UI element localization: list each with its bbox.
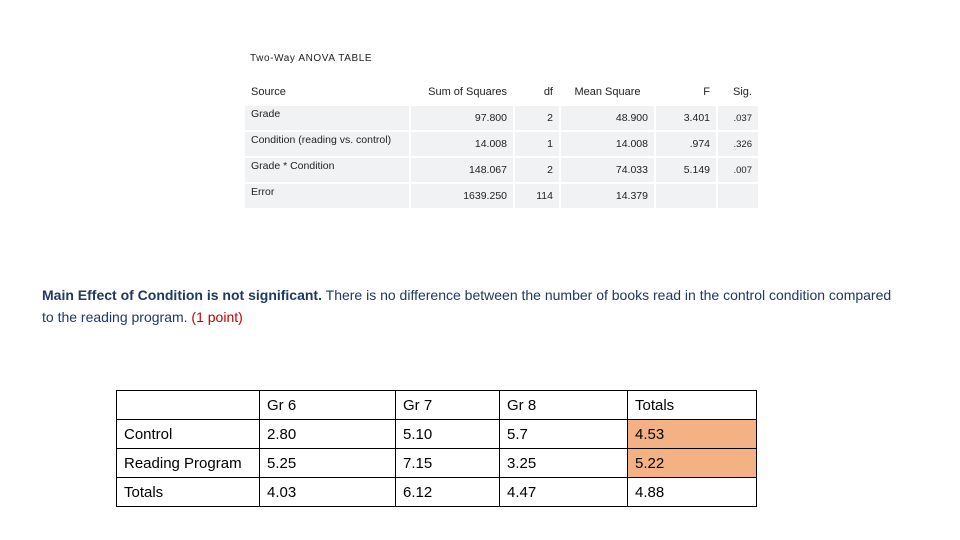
means-row-control xyxy=(117,420,757,449)
means-header-cell: Totals xyxy=(628,391,757,420)
f-cell: 3.401 xyxy=(656,106,716,130)
sig-cell: .007 xyxy=(718,158,758,182)
header-sum-of-squares: Sum of Squares xyxy=(411,80,513,104)
means-row-reading-program xyxy=(117,449,757,478)
anova-header-row xyxy=(245,80,758,104)
header-sig: Sig. xyxy=(718,80,758,104)
anova-row-grade xyxy=(245,106,758,130)
f-cell: 5.149 xyxy=(656,158,716,182)
anova-table xyxy=(243,78,760,210)
means-header-cell: Gr 8 xyxy=(500,391,628,420)
source-cell: Condition (reading vs. control) xyxy=(245,132,409,156)
f-cell xyxy=(656,184,716,208)
interpretation-note xyxy=(42,284,902,328)
anova-row-interaction xyxy=(245,158,758,182)
df-cell: 1 xyxy=(515,132,559,156)
row-total-cell: 4.53 xyxy=(628,420,757,449)
sig-cell xyxy=(718,184,758,208)
mean-cell: 7.15 xyxy=(396,449,500,478)
row-label-cell: Reading Program xyxy=(117,449,260,478)
source-cell: Error xyxy=(245,184,409,208)
f-cell: .974 xyxy=(656,132,716,156)
header-source: Source xyxy=(245,80,409,104)
ms-cell: 48.900 xyxy=(561,106,654,130)
means-table xyxy=(116,390,757,507)
means-row-totals xyxy=(117,478,757,507)
df-cell: 114 xyxy=(515,184,559,208)
mean-cell: 2.80 xyxy=(260,420,396,449)
source-cell: Grade xyxy=(245,106,409,130)
ms-cell: 14.379 xyxy=(561,184,654,208)
df-cell: 2 xyxy=(515,158,559,182)
means-header-cell: Gr 6 xyxy=(260,391,396,420)
anova-row-error xyxy=(245,184,758,208)
mean-cell: 5.7 xyxy=(500,420,628,449)
ms-cell: 74.033 xyxy=(561,158,654,182)
mean-cell: 3.25 xyxy=(500,449,628,478)
row-total-cell: 5.22 xyxy=(628,449,757,478)
column-total-cell: 4.03 xyxy=(260,478,396,507)
ms-cell: 14.008 xyxy=(561,132,654,156)
sig-cell: .326 xyxy=(718,132,758,156)
ss-cell: 14.008 xyxy=(411,132,513,156)
column-total-cell: 6.12 xyxy=(396,478,500,507)
header-df: df xyxy=(515,80,559,104)
means-header-cell: Gr 7 xyxy=(396,391,500,420)
ss-cell: 97.800 xyxy=(411,106,513,130)
grand-total-cell: 4.88 xyxy=(628,478,757,507)
note-bold: Main Effect of Condition is not significant. xyxy=(42,287,322,303)
sig-cell: .037 xyxy=(718,106,758,130)
ss-cell: 148.067 xyxy=(411,158,513,182)
note-points: (1 point) xyxy=(191,309,243,325)
df-cell: 2 xyxy=(515,106,559,130)
source-cell: Grade * Condition xyxy=(245,158,409,182)
column-total-cell: 4.47 xyxy=(500,478,628,507)
header-mean-square: Mean Square xyxy=(561,80,654,104)
anova-table-title: Two-Way ANOVA TABLE xyxy=(250,53,373,64)
ss-cell: 1639.250 xyxy=(411,184,513,208)
row-label-cell: Totals xyxy=(117,478,260,507)
row-label-cell: Control xyxy=(117,420,260,449)
note-text: There is no difference between the number of books read in the control condition compared to the reading program. xyxy=(42,287,892,325)
header-f: F xyxy=(656,80,716,104)
mean-cell: 5.25 xyxy=(260,449,396,478)
means-header-row xyxy=(117,391,757,420)
anova-row-condition xyxy=(245,132,758,156)
mean-cell: 5.10 xyxy=(396,420,500,449)
means-header-cell xyxy=(117,391,260,420)
